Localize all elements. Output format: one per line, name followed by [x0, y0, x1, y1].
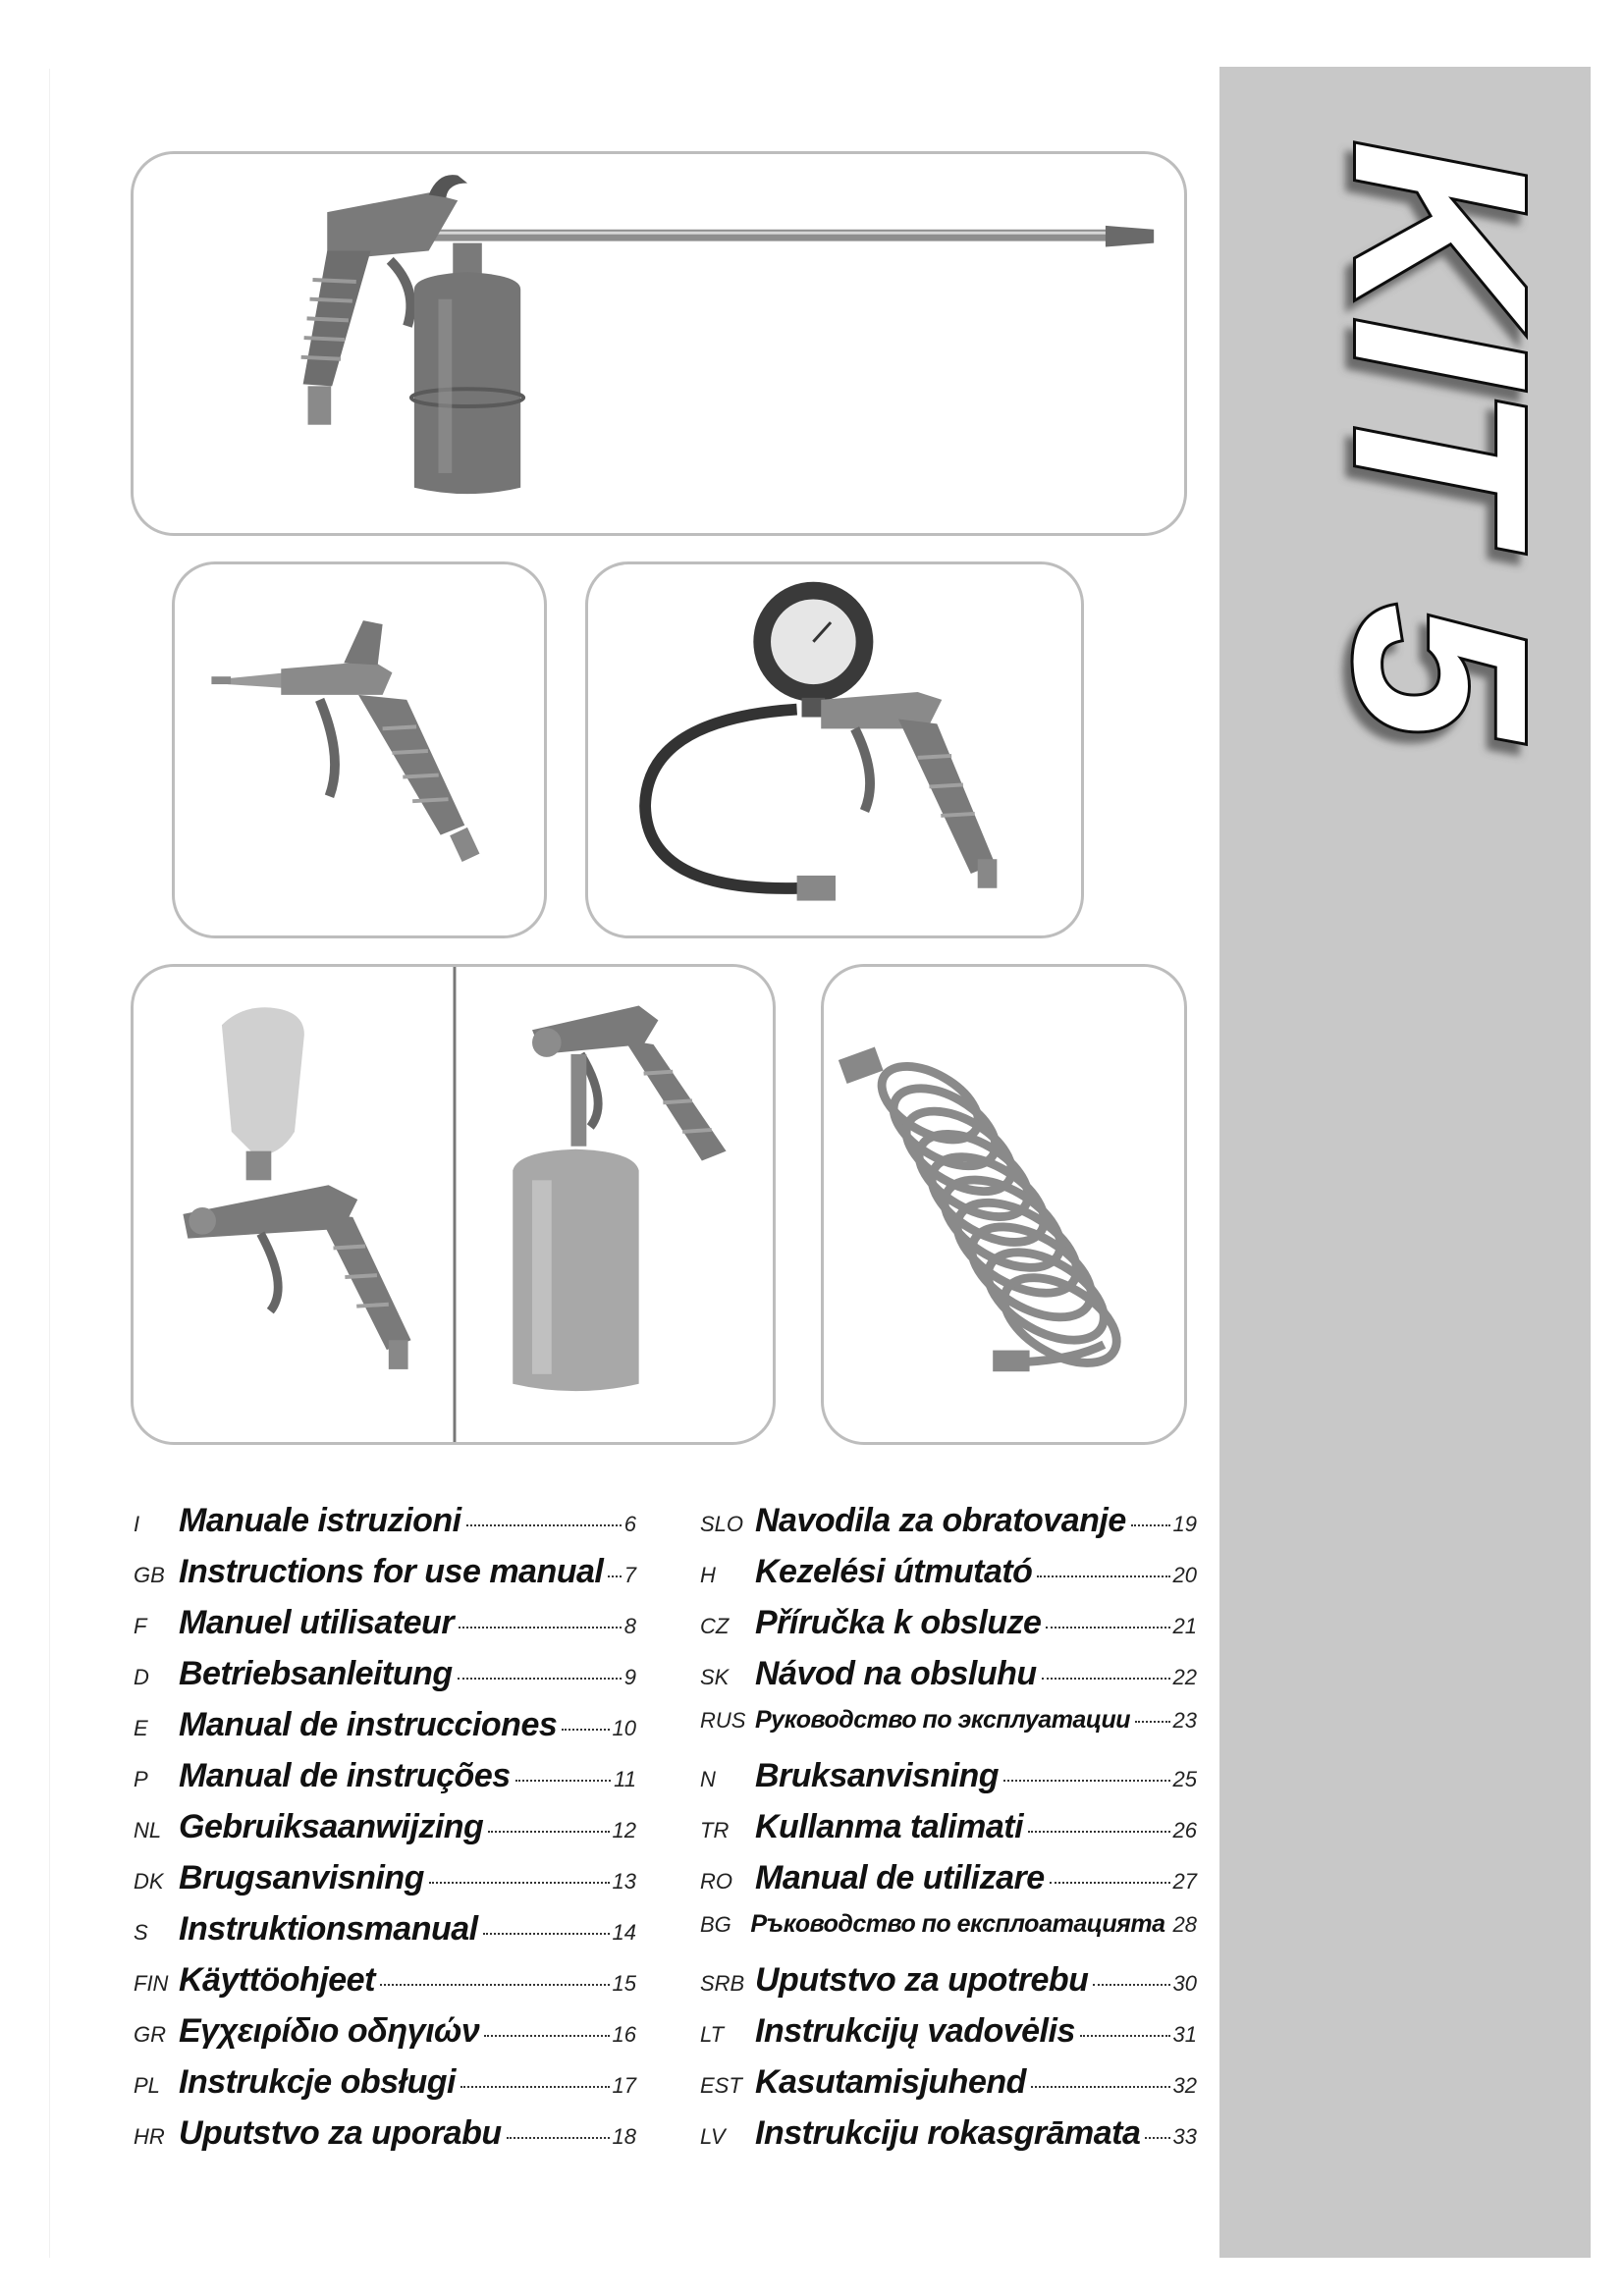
toc-page-number: 18 — [612, 2124, 636, 2149]
toc-entry — [134, 1808, 636, 1859]
toc-page-number: 32 — [1172, 2073, 1197, 2098]
toc-entry — [700, 1757, 1197, 1808]
toc-language-code: GR — [134, 2022, 166, 2047]
toc-manual-title: Manual de instruções — [179, 1757, 511, 1794]
toc-entry — [134, 1757, 636, 1808]
toc-entry — [134, 1553, 636, 1604]
toc-dot-leader — [380, 1984, 610, 1986]
illustration-panel-wash-gun — [131, 151, 1187, 536]
toc-manual-title: Bruksanvisning — [755, 1757, 1000, 1794]
toc-dot-leader — [460, 2086, 610, 2088]
toc-manual-title: Руководство по эксплуатации — [755, 1706, 1131, 1734]
toc-dot-leader — [1080, 2035, 1170, 2037]
toc-dot-leader — [458, 1678, 622, 1680]
toc-manual-title: Instructions for use manual — [179, 1553, 604, 1590]
toc-page-number: 19 — [1172, 1512, 1197, 1536]
toc-language-code: I — [134, 1512, 140, 1536]
toc-manual-title: Instruktionsmanual — [179, 1910, 478, 1948]
toc-entry — [700, 1961, 1197, 2012]
toc-language-code: D — [134, 1665, 149, 1689]
toc-language-code: EST — [700, 2073, 742, 2098]
toc-dot-leader — [466, 1524, 622, 1526]
toc-page-number: 26 — [1172, 1818, 1197, 1842]
toc-manual-title: Instrukciju rokasgrāmata — [755, 2114, 1141, 2152]
toc-language-code: DK — [134, 1869, 164, 1894]
toc-language-code: H — [700, 1563, 716, 1587]
toc-language-code: BG — [700, 1912, 731, 1937]
kit-title-wrapper — [1219, 67, 1591, 813]
illustration-panel-spiral-hose — [821, 964, 1187, 1445]
toc-manual-title: Kezelési útmutató — [755, 1553, 1033, 1590]
toc-page-number: 12 — [612, 1818, 636, 1842]
gravity-feed-spray-gun-icon — [183, 1007, 410, 1369]
toc-dot-leader — [1093, 1984, 1169, 1986]
toc-language-code: N — [700, 1767, 716, 1791]
toc-dot-leader — [515, 1780, 612, 1782]
toc-entry — [700, 1808, 1197, 1859]
tyre-inflator-with-gauge-icon — [588, 564, 1081, 935]
toc-entry — [700, 2114, 1197, 2165]
toc-dot-leader — [507, 2137, 610, 2139]
toc-language-code: CZ — [700, 1614, 730, 1638]
toc-page-number: 20 — [1172, 1563, 1197, 1587]
toc-language-code: HR — [134, 2124, 165, 2149]
toc-language-code: SK — [700, 1665, 730, 1689]
toc-page-number: 11 — [614, 1767, 636, 1791]
toc-language-code: TR — [700, 1818, 730, 1842]
toc-manual-title: Kullanma talimati — [755, 1808, 1024, 1845]
toc-entry — [134, 1604, 636, 1655]
toc-entry — [700, 1706, 1197, 1757]
toc-manual-title: Uputstvo za uporabu — [179, 2114, 502, 2152]
toc-language-code: PL — [134, 2073, 160, 2098]
toc-manual-title: Manuel utilisateur — [179, 1604, 455, 1641]
toc-dot-leader — [1050, 1882, 1170, 1884]
toc-dot-leader — [1131, 1524, 1170, 1526]
toc-dot-leader — [1003, 1780, 1169, 1782]
toc-page-number: 23 — [1172, 1708, 1197, 1733]
toc-entry — [700, 1910, 1197, 1961]
toc-manual-title: Εγχειρίδιο οδηγιών — [179, 2012, 480, 2050]
toc-page-number: 22 — [1172, 1665, 1197, 1689]
toc-manual-title: Příručka k obsluze — [755, 1604, 1042, 1641]
toc-entry — [700, 1859, 1197, 1910]
toc-entry — [700, 2063, 1197, 2114]
toc-manual-title: Kasutamisjuhend — [755, 2063, 1026, 2101]
toc-language-code: E — [134, 1716, 148, 1740]
toc-language-code: FIN — [134, 1971, 169, 1996]
toc-manual-title: Betriebsanleitung — [179, 1655, 453, 1692]
toc-dot-leader — [429, 1882, 610, 1884]
toc-language-code: P — [134, 1767, 148, 1791]
toc-page-number: 8 — [623, 1614, 636, 1638]
toc-dot-leader — [459, 1627, 622, 1629]
toc-dot-leader — [1135, 1721, 1169, 1723]
toc-entry — [700, 2012, 1197, 2063]
toc-language-code: F — [134, 1614, 147, 1638]
toc-manual-title: Ръководство по експлоатацията — [750, 1910, 1165, 1938]
air-blow-gun-icon — [175, 564, 544, 935]
toc-manual-title: Instrukcje obsługi — [179, 2063, 456, 2101]
toc-manual-title: Käyttöohjeet — [179, 1961, 375, 1999]
toc-manual-title: Manual de utilizare — [755, 1859, 1045, 1896]
toc-manual-title: Gebruiksaanwijzing — [179, 1808, 484, 1845]
toc-entry — [700, 1553, 1197, 1604]
toc-manual-title: Brugsanvisning — [179, 1859, 424, 1896]
spray-guns-illustration — [134, 967, 773, 1442]
toc-dot-leader — [483, 1933, 610, 1935]
suction-feed-spray-gun-icon — [513, 1006, 726, 1392]
toc-right-column — [700, 1502, 1197, 2165]
toc-entry — [134, 1706, 636, 1757]
toc-page-number: 15 — [612, 1971, 636, 1996]
toc-dot-leader — [562, 1729, 609, 1731]
toc-dot-leader — [1042, 1678, 1170, 1680]
toc-language-code: SLO — [700, 1512, 744, 1536]
toc-page-number: 25 — [1172, 1767, 1197, 1791]
toc-manual-title: Navodila za obratovanje — [755, 1502, 1126, 1539]
toc-dot-leader — [1037, 1575, 1169, 1577]
toc-entry — [134, 2063, 636, 2114]
toc-manual-title: Návod na obsluhu — [755, 1655, 1037, 1692]
toc-page-number: 30 — [1172, 1971, 1197, 1996]
toc-page-number: 16 — [612, 2022, 636, 2047]
toc-language-code: NL — [134, 1818, 162, 1842]
toc-dot-leader — [1145, 2137, 1169, 2139]
toc-entry — [134, 1859, 636, 1910]
toc-dot-leader — [1031, 2086, 1170, 2088]
toc-entry — [134, 2012, 636, 2063]
toc-manual-title: Manual de instrucciones — [179, 1706, 558, 1743]
illustration-panel-tyre-inflator — [585, 561, 1084, 938]
toc-language-code: LV — [700, 2124, 726, 2149]
toc-language-code: LT — [700, 2022, 725, 2047]
illustration-panel-spray-guns — [131, 964, 776, 1445]
toc-entry — [700, 1655, 1197, 1706]
toc-page-number: 33 — [1172, 2124, 1197, 2149]
toc-dot-leader — [1046, 1627, 1169, 1629]
toc-language-code: RUS — [700, 1708, 746, 1733]
toc-language-code: S — [134, 1920, 148, 1945]
toc-entry — [134, 2114, 636, 2165]
toc-page-number: 31 — [1172, 2022, 1197, 2047]
toc-language-code: GB — [134, 1563, 165, 1587]
toc-language-code: SRB — [700, 1971, 745, 1996]
toc-entry — [134, 1910, 636, 1961]
toc-page-number: 28 — [1172, 1912, 1197, 1937]
toc-left-column — [134, 1502, 636, 2165]
toc-page-number: 14 — [612, 1920, 636, 1945]
toc-entry — [134, 1502, 636, 1553]
toc-page-number: 21 — [1172, 1614, 1197, 1638]
kit-title: KIT 5 — [1303, 139, 1578, 740]
illustration-panel-blow-gun — [172, 561, 547, 938]
toc-manual-title: Manuale istruzioni — [179, 1502, 461, 1539]
toc-page-number: 13 — [612, 1869, 636, 1894]
toc-dot-leader — [488, 1831, 609, 1833]
toc-entry — [134, 1961, 636, 2012]
air-wash-gun-with-canister-icon — [134, 154, 1184, 533]
toc-entry — [700, 1604, 1197, 1655]
toc-dot-leader — [484, 2035, 609, 2037]
toc-dot-leader — [1028, 1831, 1170, 1833]
page-edge-line — [49, 69, 50, 2258]
toc-page-number: 27 — [1172, 1869, 1197, 1894]
toc-entry — [134, 1655, 636, 1706]
toc-language-code: RO — [700, 1869, 732, 1894]
toc-entry — [700, 1502, 1197, 1553]
toc-manual-title: Instrukcijų vadovėlis — [755, 2012, 1075, 2050]
toc-page-number: 6 — [623, 1512, 636, 1536]
toc-page-number: 9 — [623, 1665, 636, 1689]
toc-dot-leader — [608, 1575, 621, 1577]
toc-page-number: 17 — [612, 2073, 636, 2098]
toc-page-number: 7 — [623, 1563, 636, 1587]
toc-page-number: 10 — [612, 1716, 636, 1740]
toc-manual-title: Uputstvo za upotrebu — [755, 1961, 1089, 1999]
spiral-air-hose-icon — [824, 967, 1184, 1442]
